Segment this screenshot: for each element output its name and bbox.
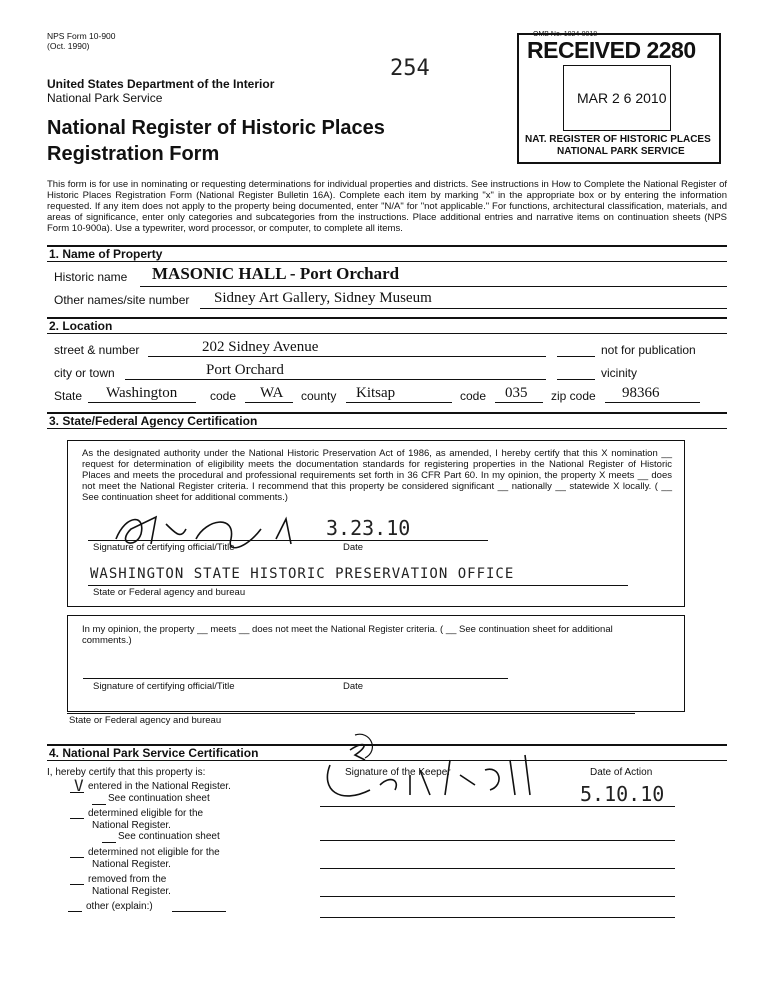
street-line	[148, 356, 546, 357]
county-value[interactable]: Kitsap	[356, 385, 396, 401]
page-subtitle: Registration Form	[47, 143, 220, 165]
county-label: county	[301, 389, 337, 403]
opt-eligible-b: National Register.	[92, 820, 171, 831]
state-value[interactable]: Washington	[106, 385, 178, 401]
opinion-box	[67, 615, 685, 712]
signature-label-2: Signature of certifying official/Title	[93, 681, 235, 692]
other-names-value[interactable]: Sidney Art Gallery, Sidney Museum	[214, 290, 432, 306]
not-eligible-check[interactable]	[70, 857, 84, 858]
line-eligible	[320, 840, 675, 841]
form-number: NPS Form 10-900	[47, 31, 116, 41]
line-not-eligible	[320, 868, 675, 869]
opt-eligible-cont: See continuation sheet	[118, 831, 220, 842]
entered-cont-check[interactable]	[92, 804, 106, 805]
handwritten-number: 254	[390, 56, 430, 81]
opinion-text: In my opinion, the property __ meets __ does not meet the National Register criteria. ( __ See continuation sheet for additional comments.)	[82, 624, 613, 646]
county-line	[346, 402, 452, 403]
department: United States Department of the Interior	[47, 77, 275, 91]
opt-entered-cont: See continuation sheet	[108, 793, 210, 804]
section-1-heading: 1. Name of Property	[49, 247, 163, 261]
signature-label: Signature of certifying official/Title	[93, 542, 235, 553]
removed-check[interactable]	[70, 884, 84, 885]
eligible-cont-check[interactable]	[102, 842, 116, 843]
stamp-date-box	[563, 65, 671, 131]
keeper-signature	[310, 730, 550, 810]
not-publication-check[interactable]	[557, 356, 595, 357]
form-date: (Oct. 1990)	[47, 41, 90, 51]
agency-line-2	[67, 713, 635, 714]
other-names-line	[200, 308, 727, 309]
date-label-2: Date	[343, 681, 364, 692]
historic-name-line	[140, 286, 727, 287]
opt-entered: entered in the National Register.	[88, 781, 231, 792]
opt-removed: removed from the	[88, 874, 167, 885]
zip-label: zip code	[551, 389, 596, 403]
instructions: This form is for use in nominating or requesting determinations for individual properties and districts. See instructions in How to Complete the National Register of Historic Places Registration Form (National Register Bulletin 16A). Complete each item by marking "x" in the appropriate box or by entering the information requested. If any item does not apply to the property being documented, enter "N/A" for "not applicable." For functions, architectural classification, materials, and areas of significance, enter only categories and subcategories from the instructions. Place additional entries and narrative items on continuation sheets (NPS Form 10-900a). Use a typewriter, word processor, or computer, to complete all items.	[47, 179, 727, 234]
line-removed	[320, 896, 675, 897]
zip-line	[605, 402, 700, 403]
agency-label-2: State or Federal agency and bureau	[69, 715, 222, 726]
keeper-label: Signature of the Keeper	[345, 767, 451, 778]
opt-not-eligible-b: National Register.	[92, 859, 171, 870]
certification-text: As the designated authority under the National Historic Preservation Act of 1986, as amended, I hereby certify that this X nomination __ request for determination of eligibility meets the documentation standards for registering properties in the National Register of Historic Places and meets the procedural and professional requirements set forth in 36 CFR Part 60. In my opinion, the property X meets __ does not meet the National Register criteria. I recommend that this property be considered significant __ nationally __ statewide X locally. ( __ See continuation sheet for additional comments.)	[82, 448, 672, 503]
state-line	[88, 402, 196, 403]
city-label: city or town	[54, 366, 115, 380]
signature-line	[88, 540, 488, 541]
nps-intro: I, hereby certify that this property is:	[47, 767, 206, 778]
opt-eligible: determined eligible for the	[88, 808, 204, 819]
agency-label: State or Federal agency and bureau	[93, 587, 246, 598]
state-code-label: code	[210, 389, 237, 403]
omb-number: OMB No. 1024-0018	[533, 31, 598, 38]
section-3-heading: 3. State/Federal Agency Certification	[49, 414, 258, 428]
page-title: National Register of Historic Places	[47, 117, 385, 139]
entered-check-mark[interactable]: V	[74, 776, 84, 795]
other-names-label: Other names/site number	[54, 293, 190, 307]
state-code-value[interactable]: WA	[260, 385, 284, 401]
zip-value[interactable]: 98366	[622, 385, 660, 401]
entered-check[interactable]	[70, 792, 84, 793]
opt-not-eligible: determined not eligible for the	[88, 847, 220, 858]
opt-other: other (explain:)	[86, 901, 153, 912]
state-code-line	[245, 402, 293, 403]
signature-line-2	[83, 678, 508, 679]
section-2-heading: 2. Location	[49, 319, 113, 333]
street-label: street & number	[54, 343, 140, 357]
stamp-service: NATIONAL PARK SERVICE	[557, 146, 685, 157]
not-publication-label: not for publication	[601, 343, 696, 357]
other-explain-line[interactable]	[172, 911, 226, 912]
county-code-line	[495, 402, 543, 403]
agency-line	[88, 585, 628, 586]
date-label: Date	[343, 542, 364, 553]
divider	[47, 317, 727, 319]
action-date-value: 5.10.10	[580, 782, 665, 806]
stamp-office: NAT. REGISTER OF HISTORIC PLACES	[525, 134, 711, 145]
street-value[interactable]: 202 Sidney Avenue	[202, 339, 319, 355]
date-action-label: Date of Action	[590, 767, 653, 778]
state-label: State	[54, 389, 83, 403]
cert-date-value: 3.23.10	[326, 516, 411, 540]
historic-name-value[interactable]: MASONIC HALL - Port Orchard	[152, 264, 400, 283]
keeper-line	[320, 806, 675, 807]
county-code-label: code	[460, 389, 487, 403]
stamp-date: MAR 2 6 2010	[577, 90, 667, 106]
divider	[47, 428, 727, 429]
eligible-check[interactable]	[70, 818, 84, 819]
certification-box	[67, 440, 685, 607]
divider	[47, 333, 727, 334]
line-other	[320, 917, 675, 918]
agency: National Park Service	[47, 91, 163, 105]
vicinity-label: vicinity	[601, 366, 638, 380]
county-code-value[interactable]: 035	[505, 385, 528, 401]
divider	[47, 261, 727, 262]
section-4-heading: 4. National Park Service Certification	[49, 746, 259, 760]
agency-handwritten: WASHINGTON STATE HISTORIC PRESERVATION OFFICE	[90, 566, 515, 582]
vicinity-check[interactable]	[557, 379, 595, 380]
other-check[interactable]	[68, 911, 82, 912]
stamp-received: RECEIVED 2280	[527, 37, 696, 63]
city-line	[125, 379, 546, 380]
received-stamp	[517, 33, 721, 164]
city-value[interactable]: Port Orchard	[206, 362, 284, 378]
opt-removed-b: National Register.	[92, 886, 171, 897]
historic-name-label: Historic name	[54, 270, 128, 284]
